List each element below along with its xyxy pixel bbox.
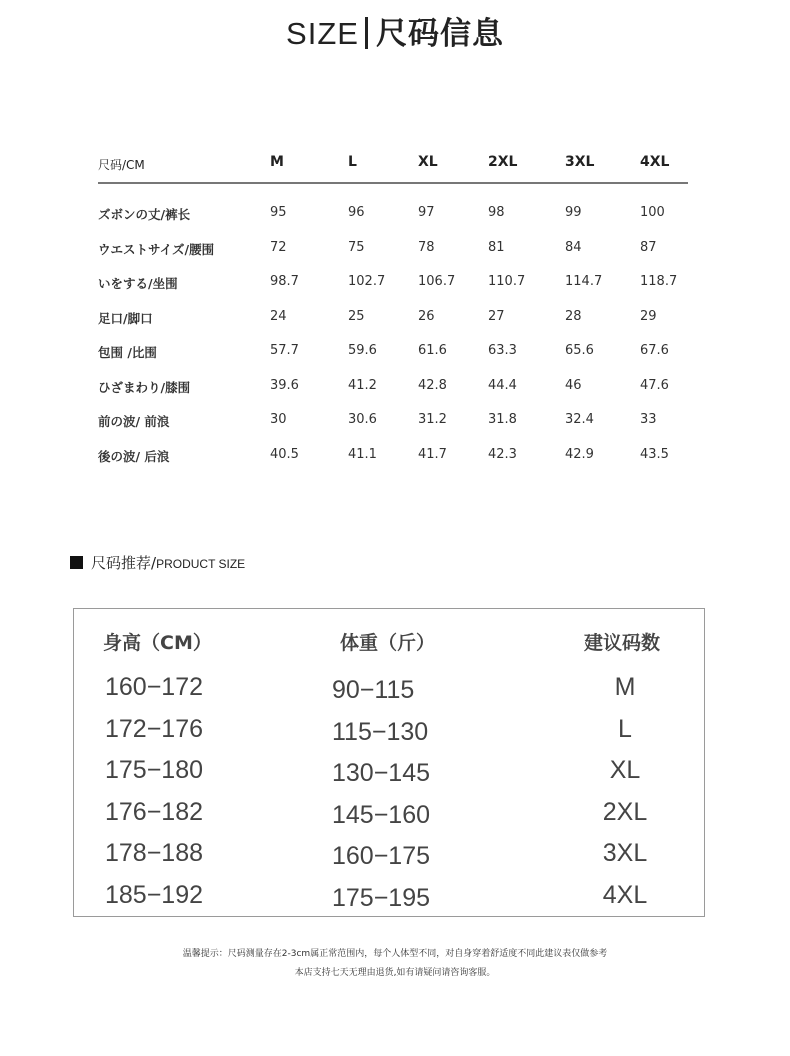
column-header: 3XL [565,154,595,170]
table-cell: 47.6 [640,377,669,393]
row-label: 前の波/ 前浪 [98,414,170,429]
size-table-header [98,148,688,184]
recommend-heading-en: PRODUCT SIZE [156,557,246,571]
recommend-row [74,798,704,838]
row-label: 後の波/ 后浪 [98,448,170,464]
weight-range: 160−175 [332,842,431,871]
table-cell: 42.3 [488,446,517,462]
table-cell: 41.7 [418,446,447,462]
table-row [98,199,688,234]
size-measurement-table [98,148,688,475]
table-cell: 100 [640,205,665,220]
column-header: XL [418,154,438,170]
title-divider [365,17,368,49]
column-header: M [270,154,284,170]
table-cell: 27 [488,308,505,324]
height-range: 160−172 [105,673,204,701]
table-cell: 29 [640,308,657,324]
recommend-row [74,881,704,921]
table-cell: 96 [348,205,365,220]
table-cell: 81 [488,239,505,255]
table-cell: 110.7 [488,274,526,289]
table-cell: 59.6 [348,343,377,358]
size-table-body [98,199,688,475]
recommend-row [74,673,704,713]
title-en: SIZE [286,16,359,51]
table-cell: 33 [640,412,657,427]
table-cell: 114.7 [565,274,603,289]
row-label: ひざまわり/膝围 [98,379,191,395]
recommend-heading-cn: 尺码推荐/ [91,554,157,572]
row-label: 足口/脚口 [98,310,153,326]
weight-range: 115−130 [332,717,429,746]
recommend-row [74,756,704,796]
table-cell: 39.6 [270,377,299,393]
table-cell: 46 [565,377,582,393]
recommended-size: L [618,714,632,743]
table-cell: 65.6 [565,343,594,358]
table-cell: 98 [488,205,505,220]
table-cell: 97 [418,205,435,220]
column-header: L [348,154,357,170]
weight-range: 145−160 [332,800,431,829]
table-cell: 63.3 [488,343,517,358]
height-range: 172−176 [105,714,204,743]
table-cell: 72 [270,239,287,255]
height-range: 175−180 [105,756,204,785]
table-cell: 43.5 [640,446,669,462]
table-cell: 75 [348,239,365,255]
footer-note-line1: 温馨提示：尺码测量存在2-3cm属正常范围内，每个人体型不同，对自身穿着舒适度不同此建议表仅做参考 [182,949,608,959]
row-label: いをする/坐围 [98,276,178,291]
table-row [98,372,688,407]
table-cell: 30 [270,412,287,427]
row-label: 包围 /比围 [98,345,157,360]
title-cn: 尺码信息 [375,16,504,52]
table-cell: 67.6 [640,343,669,358]
table-cell: 99 [565,205,582,220]
recommended-size: XL [609,756,641,785]
table-row [98,337,688,372]
table-cell: 41.2 [348,377,377,393]
table-cell: 98.7 [270,274,299,289]
table-cell: 84 [565,239,582,255]
table-cell: 106.7 [418,274,456,289]
table-cell: 26 [418,308,435,324]
table-cell: 32.4 [565,412,594,427]
table-cell: 61.6 [418,343,447,358]
weight-range: 130−145 [332,759,431,788]
table-cell: 44.4 [488,377,517,393]
table-cell: 42.9 [565,446,594,462]
recommend-header-size: 建议码数 [584,632,661,654]
recommend-heading [70,552,245,573]
row-label: ウエストサイズ/腰围 [98,241,215,257]
height-range: 176−182 [105,797,204,826]
table-row [98,268,688,303]
table-cell: 95 [270,205,287,220]
table-cell: 31.2 [418,412,447,427]
table-cell: 78 [418,239,435,255]
recommended-size: 3XL [602,839,648,868]
square-bullet-icon [70,556,83,569]
column-header: 尺码/CM [98,158,145,172]
size-recommendation-table [73,608,705,917]
recommend-header-weight: 体重（斤） [340,632,436,654]
table-cell: 41.1 [348,446,377,462]
table-cell: 24 [270,308,287,324]
table-cell: 57.7 [270,343,299,358]
table-cell: 25 [348,308,365,324]
table-cell: 102.7 [348,274,386,289]
recommended-size: 2XL [602,797,648,826]
table-cell: 87 [640,239,657,255]
height-range: 178−188 [105,839,204,868]
table-cell: 31.8 [488,412,517,427]
weight-range: 90−115 [332,676,415,704]
table-cell: 40.5 [270,446,299,462]
recommend-header-height: 身高（CM） [103,632,212,654]
table-row [98,406,688,441]
table-cell: 30.6 [348,412,377,427]
recommended-size: M [614,673,636,701]
table-row [98,303,688,338]
weight-range: 175−195 [332,884,431,912]
row-label: ズボンの丈/裤长 [98,207,191,222]
recommend-row [74,839,704,879]
page-title [0,8,790,53]
recommend-row [74,715,704,755]
table-row [98,234,688,269]
table-cell: 118.7 [640,274,678,289]
height-range: 185−192 [105,881,204,909]
table-row [98,441,688,476]
recommended-size: 4XL [602,881,648,909]
table-cell: 28 [565,308,582,324]
column-header: 4XL [640,154,670,170]
column-header: 2XL [488,154,518,170]
footer-note-line2: 本店支持七天无理由退货,如有请疑问请咨询客服。 [294,968,496,978]
table-cell: 42.8 [418,377,447,393]
